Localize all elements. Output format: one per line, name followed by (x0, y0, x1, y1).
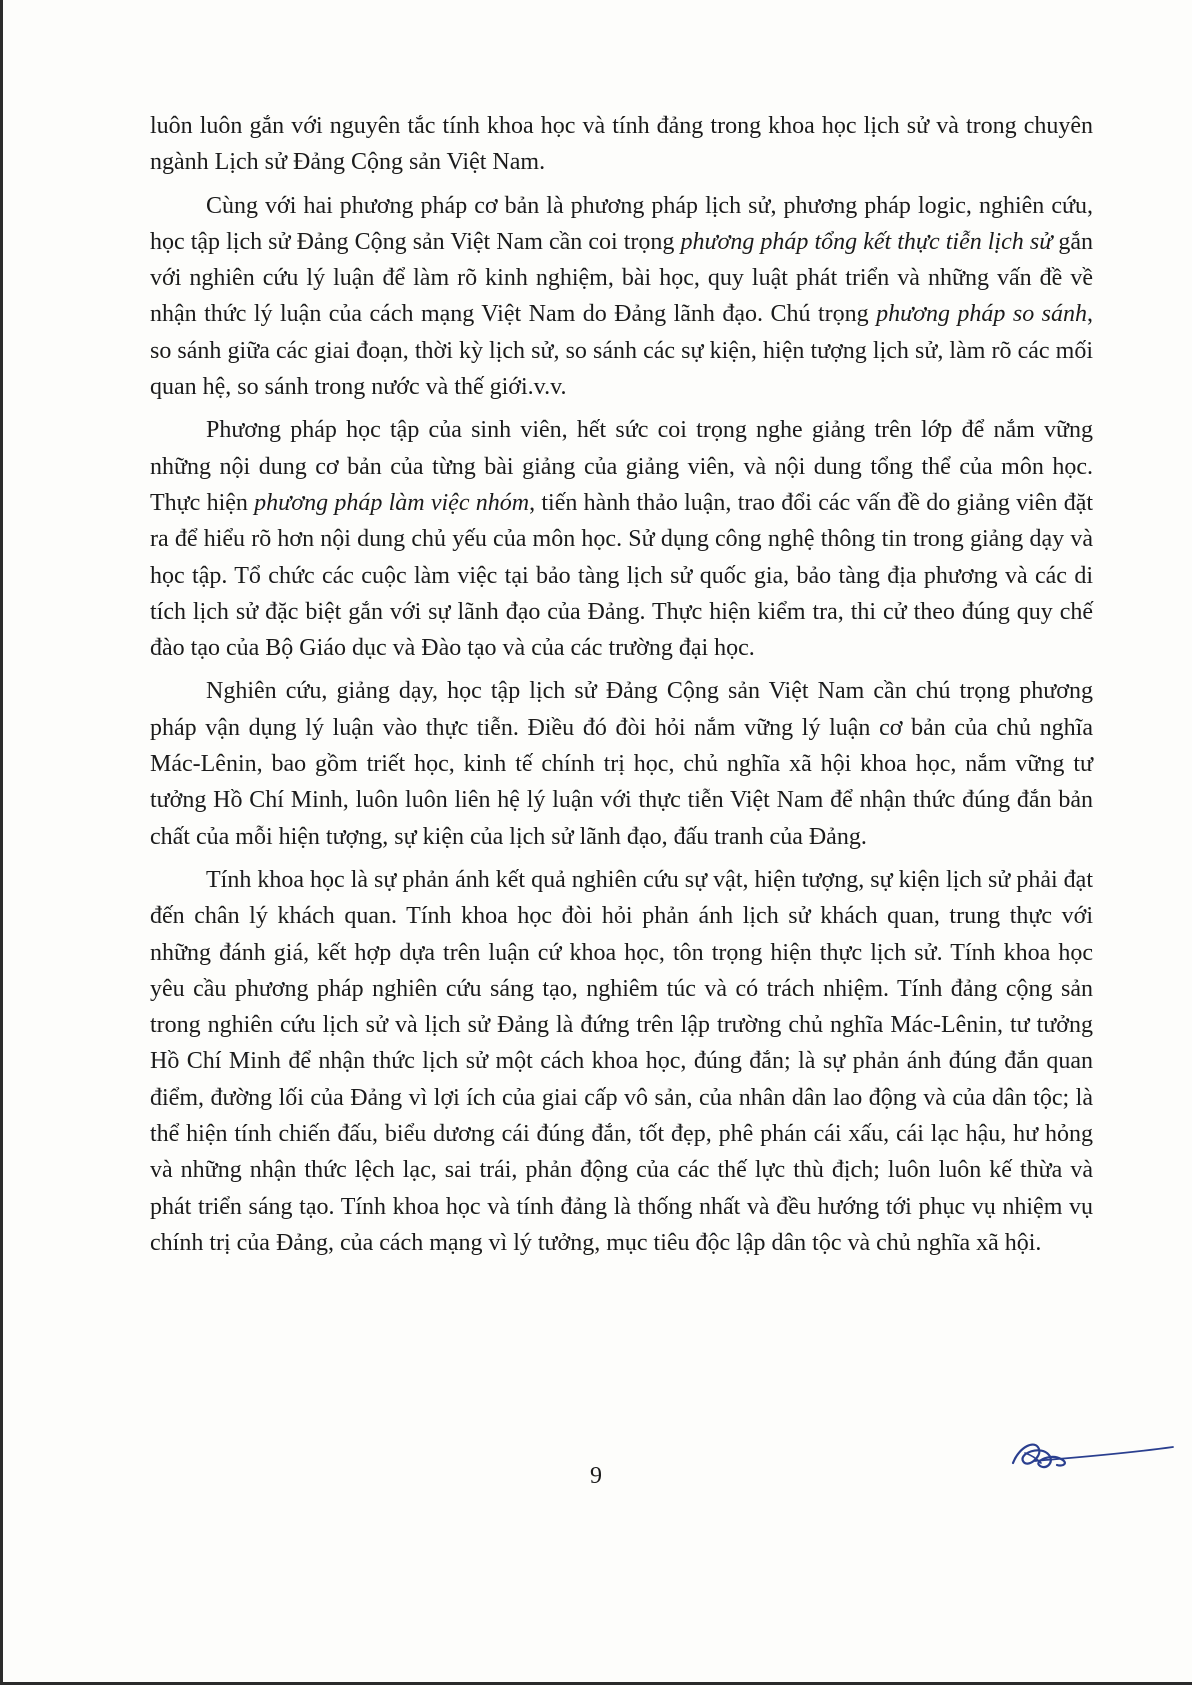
paragraph-5-text: Tính khoa học là sự phản ánh kết quả nghiên cứu sự vật, hiện tượng, sự kiện lịch sử phải đạt đến chân lý khách quan. Tính khoa học đòi hỏi phản ánh lịch sử khách quan, trung thực với những đánh giá, kết hợp dựa trên luận cứ khoa học, tôn trọng hiện thực lịch sử. Tính khoa học yêu cầu phương pháp nghiên cứu sáng tạo, nghiêm túc và có trách nhiệm. Tính đảng cộng sản trong nghiên cứu lịch sử và lịch sử Đảng là đứng trên lập trường chủ nghĩa Mác-Lênin, tư tưởng Hồ Chí Minh để nhận thức lịch sử một cách khoa học, đúng đắn; là sự phản ánh đúng đắn quan điểm, đường lối của Đảng vì lợi ích của giai cấp vô sản, của nhân dân lao động và của dân tộc; là thể hiện tính chiến đấu, biểu dương cái đúng đắn, tốt đẹp, phê phán cái xấu, cái lạc hậu, hư hỏng và những nhận thức lệch lạc, sai trái, phản động của các thế lực thù địch; luôn luôn kế thừa và phát triển sáng tạo. Tính khoa học và tính đảng là thống nhất và đều hướng tới phục vụ nhiệm vụ chính trị của Đảng, của cách mạng vì lý tưởng, mục tiêu độc lập dân tộc và chủ nghĩa xã hội. (150, 866, 1093, 1256)
paragraph-3-emphasis: phương pháp làm việc nhóm (254, 489, 530, 516)
paragraph-4 (150, 673, 1093, 854)
paragraph-2 (150, 188, 1093, 406)
paragraph-3-text-a: Phương pháp học tập của sinh viên, hết sức coi trọng nghe giảng trên lớp để nắm vững những nội dung cơ bản của từng bài giảng của giảng viên, và nội dung tổng thể của môn học. Thực hiện (150, 417, 1093, 516)
paragraph-2-text-c: , so sánh giữa các giai đoạn, thời kỳ lịch sử, so sánh các sự kiện, hiện tượng lịch sử, làm rõ các mối quan hệ, so sánh trong nước và thế giới.v.v. (150, 301, 1093, 401)
paragraph-1 (150, 108, 1093, 181)
body-text (150, 108, 1093, 1268)
paragraph-2-emphasis-a: phương pháp tổng kết thực tiễn lịch sử (680, 228, 1053, 255)
paragraph-2-text-b: gắn với nghiên cứu lý luận để làm rõ kinh nghiệm, bài học, quy luật phát triển và những vấn đề về nhận thức lý luận của cách mạng Việt Nam do Đảng lãnh đạo. Chú trọng (150, 228, 1093, 328)
scan-left-edge (0, 0, 3, 1685)
paragraph-3 (150, 412, 1093, 666)
paragraph-5 (150, 862, 1093, 1261)
paragraph-4-text: Nghiên cứu, giảng dạy, học tập lịch sử Đảng Cộng sản Việt Nam cần chú trọng phương pháp vận dụng lý luận vào thực tiễn. Điều đó đòi hỏi nắm vững lý luận cơ bản của chủ nghĩa Mác-Lênin, bao gồm triết học, kinh tế chính trị học, chủ nghĩa xã hội khoa học, nắm vững tư tưởng Hồ Chí Minh, luôn luôn liên hệ lý luận với thực tiễn Việt Nam để nhận thức đúng đắn bản chất của mỗi hiện tượng, sự kiện của lịch sử lãnh đạo, đấu tranh của Đảng. (150, 678, 1093, 850)
paragraph-3-text-b: , tiến hành thảo luận, trao đổi các vấn đề do giảng viên đặt ra để hiểu rõ hơn nội dung chủ yếu của môn học. Sử dụng công nghệ thông tin trong giảng dạy và học tập. Tổ chức các cuộc làm việc tại bảo tàng lịch sử quốc gia, bảo tàng địa phương và các di tích lịch sử đặc biệt gắn với sự lãnh đạo của Đảng. Thực hiện kiểm tra, thi cử theo đúng quy chế đào tạo của Bộ Giáo dục và Đào tạo và của các trường đại học. (150, 489, 1094, 662)
page-number: 9 (590, 1463, 602, 1489)
paragraph-2-emphasis-b: phương pháp so sánh (876, 301, 1087, 328)
paragraph-2-text-a: Cùng với hai phương pháp cơ bản là phương pháp lịch sử, phương pháp logic, nghiên cứu, học tập lịch sử Đảng Cộng sản Việt Nam cần coi trọng (150, 192, 1093, 255)
paragraph-1-text: luôn luôn gắn với nguyên tắc tính khoa học và tính đảng trong khoa học lịch sử và trong chuyên ngành Lịch sử Đảng Cộng sản Việt Nam. (150, 113, 1093, 176)
